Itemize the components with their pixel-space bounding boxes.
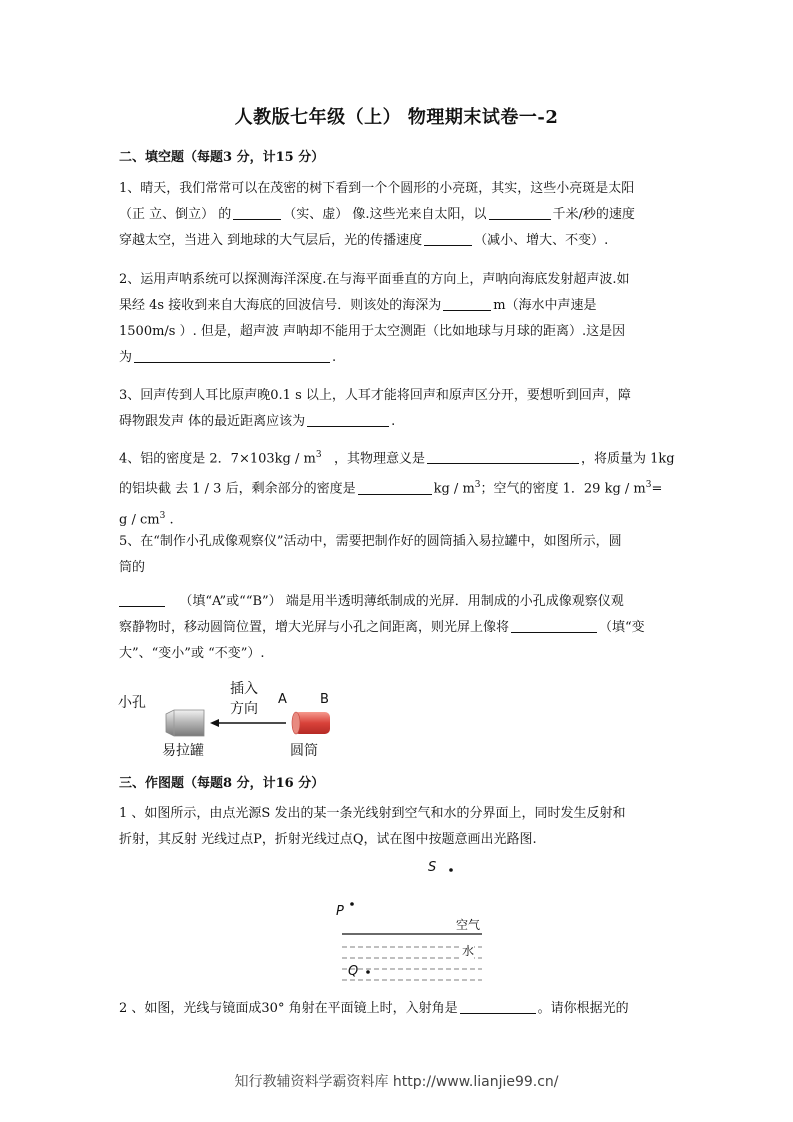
point-q <box>366 970 370 974</box>
q1-line2 <box>119 202 679 228</box>
q1-text: （实、虚） 像.这些光来自太阳，以 <box>283 207 487 222</box>
label-can: 易拉罐 <box>162 743 204 759</box>
q1-text: （正 立、倒立） 的 <box>119 207 232 222</box>
label-b: B <box>320 692 329 707</box>
answer-blank[interactable] <box>427 449 579 464</box>
label-air: 空气 <box>456 918 481 932</box>
q3-text: . <box>391 414 396 429</box>
q4-text: kg / m <box>433 481 475 497</box>
question-5 <box>119 529 679 581</box>
question-1 <box>119 176 679 254</box>
label-a: A <box>278 692 287 707</box>
q2-text: . <box>332 350 337 365</box>
q1-line3 <box>119 228 679 254</box>
question-2 <box>119 267 679 371</box>
answer-blank[interactable] <box>424 231 472 246</box>
pinhole-figure <box>118 676 348 764</box>
q5-line1: 5、在“制作小孔成像观察仪”活动中，需要把制作好的圆筒插入易拉罐中，如图所示，圆 <box>119 534 622 549</box>
q2-line2 <box>119 293 679 319</box>
q5-text: 察静物时，移动圆筒位置，增大光屏与小孔之间距离，则光屏上像将 <box>119 620 510 635</box>
footer-watermark: 知行教辅资料学霸资料库 http://www.lianjie99.cn/ <box>234 1074 559 1090</box>
label-direction: 方向 <box>230 701 258 717</box>
section-fill-in-heading: 二、填空题（每题3 分，计15 分） <box>119 150 325 165</box>
q1-text: （减小、增大、不变）. <box>474 233 609 248</box>
drawing-question-2 <box>119 996 679 1022</box>
label-hole: 小孔 <box>118 695 146 711</box>
point-p <box>350 902 354 906</box>
label-q: Q <box>348 964 359 979</box>
point-s <box>449 868 453 872</box>
superscript: 3 <box>159 510 166 521</box>
q4-text: 的铝块截 去 1 / 3 后，剩余部分的密度是 <box>119 481 356 497</box>
can-shape <box>166 710 204 736</box>
drawing-question-1 <box>119 801 679 853</box>
q1-line1: 1、晴天，我们常常可以在茂密的树下看到一个个圆形的小亮斑，其实，这些小亮斑是太阳 <box>119 181 635 196</box>
answer-blank[interactable] <box>511 618 597 633</box>
question-5-cont <box>119 589 679 667</box>
label-water: 水 <box>462 944 475 958</box>
d2-line1 <box>119 996 679 1022</box>
q4-text: ，将质量为 1kg <box>580 451 675 467</box>
d2-text: 。请你根据光的 <box>537 1001 629 1016</box>
superscript: 3 <box>474 480 481 491</box>
d2-text: 2 、如图，光线与镜面成30° 角射在平面镜上时，入射角是 <box>119 1001 458 1016</box>
answer-blank[interactable] <box>134 348 330 363</box>
q5-line4 <box>119 615 679 641</box>
q5-line2: 筒的 <box>119 560 146 575</box>
question-3 <box>119 383 679 435</box>
q3-line1: 3、回声传到人耳比原声晚0.1 s 以上，人耳才能将回声和原声区分开，要想听到回声，障 <box>119 388 631 403</box>
section-drawing-heading: 三、作图题（每题8 分，计16 分） <box>119 776 325 791</box>
answer-blank[interactable] <box>233 205 281 220</box>
q5-line5: 大”、“变小”或 “不变”）. <box>119 646 265 661</box>
d1-line1: 1 、如图所示，由点光源S 发出的某一条光线射到空气和水的分界面上，同时发生反射和 <box>119 806 626 821</box>
answer-blank[interactable] <box>307 412 389 427</box>
answer-blank[interactable] <box>460 999 536 1014</box>
q2-line4 <box>119 345 679 371</box>
d1-line2: 折射，其反射 光线过点P，折射光线过点Q，试在图中按题意画出光路图. <box>119 832 537 847</box>
q3-line2 <box>119 409 679 435</box>
q2-text: m（海水中声速是 <box>493 298 597 313</box>
q4-text: . <box>169 511 174 527</box>
q2-line3: 1500m/s ）. 但是，超声波 声呐却不能用于太空测距（比如地球与月球的距离）.这是因 <box>119 324 626 339</box>
q2-line1: 2、运用声呐系统可以探测海洋深度.在与海平面垂直的方向上，声呐向海底发射超声波.如 <box>119 272 630 287</box>
q4-text: ，其物理意义是 <box>333 451 425 467</box>
q2-text: 果经 4s 接收到来自大海底的回波信号．则该处的海深为 <box>119 298 442 313</box>
q4-text: g / cm <box>119 511 160 527</box>
page-title: 人教版七年级（上） 物理期末试卷一-2 <box>234 107 559 128</box>
answer-blank[interactable] <box>119 592 165 607</box>
q4-line2 <box>119 472 679 502</box>
superscript: 3 <box>315 450 322 460</box>
label-tube: 圆筒 <box>290 743 318 759</box>
refraction-figure <box>330 858 500 984</box>
q4-text: ；空气的密度 1．29 kg / m <box>480 481 646 497</box>
q4-line1 <box>119 442 679 472</box>
answer-blank[interactable] <box>358 480 432 495</box>
q2-text: 为 <box>119 350 133 365</box>
answer-blank[interactable] <box>443 296 491 311</box>
q5-text: （填“变 <box>599 620 645 635</box>
q4-text: 4、铝的密度是 2．7×103kg / m <box>119 451 316 467</box>
label-p: P <box>336 904 344 919</box>
q3-text: 碍物跟发声 体的最近距离应该为 <box>119 414 306 429</box>
q4-text: = <box>651 481 663 497</box>
answer-blank[interactable] <box>489 205 551 220</box>
q5-line3 <box>119 589 679 615</box>
question-4 <box>119 442 679 533</box>
q1-text: 穿越太空，当进入 到地球的大气层后，光的传播速度 <box>119 233 423 248</box>
label-insert: 插入 <box>230 681 258 697</box>
q5-text: （填“A”或““B”） 端是用半透明薄纸制成的光屏．用制成的小孔成像观察仪观 <box>179 594 624 609</box>
label-s: S <box>428 860 437 875</box>
superscript: 3 <box>645 480 652 491</box>
q1-text: 千米/秒的速度 <box>552 207 635 222</box>
